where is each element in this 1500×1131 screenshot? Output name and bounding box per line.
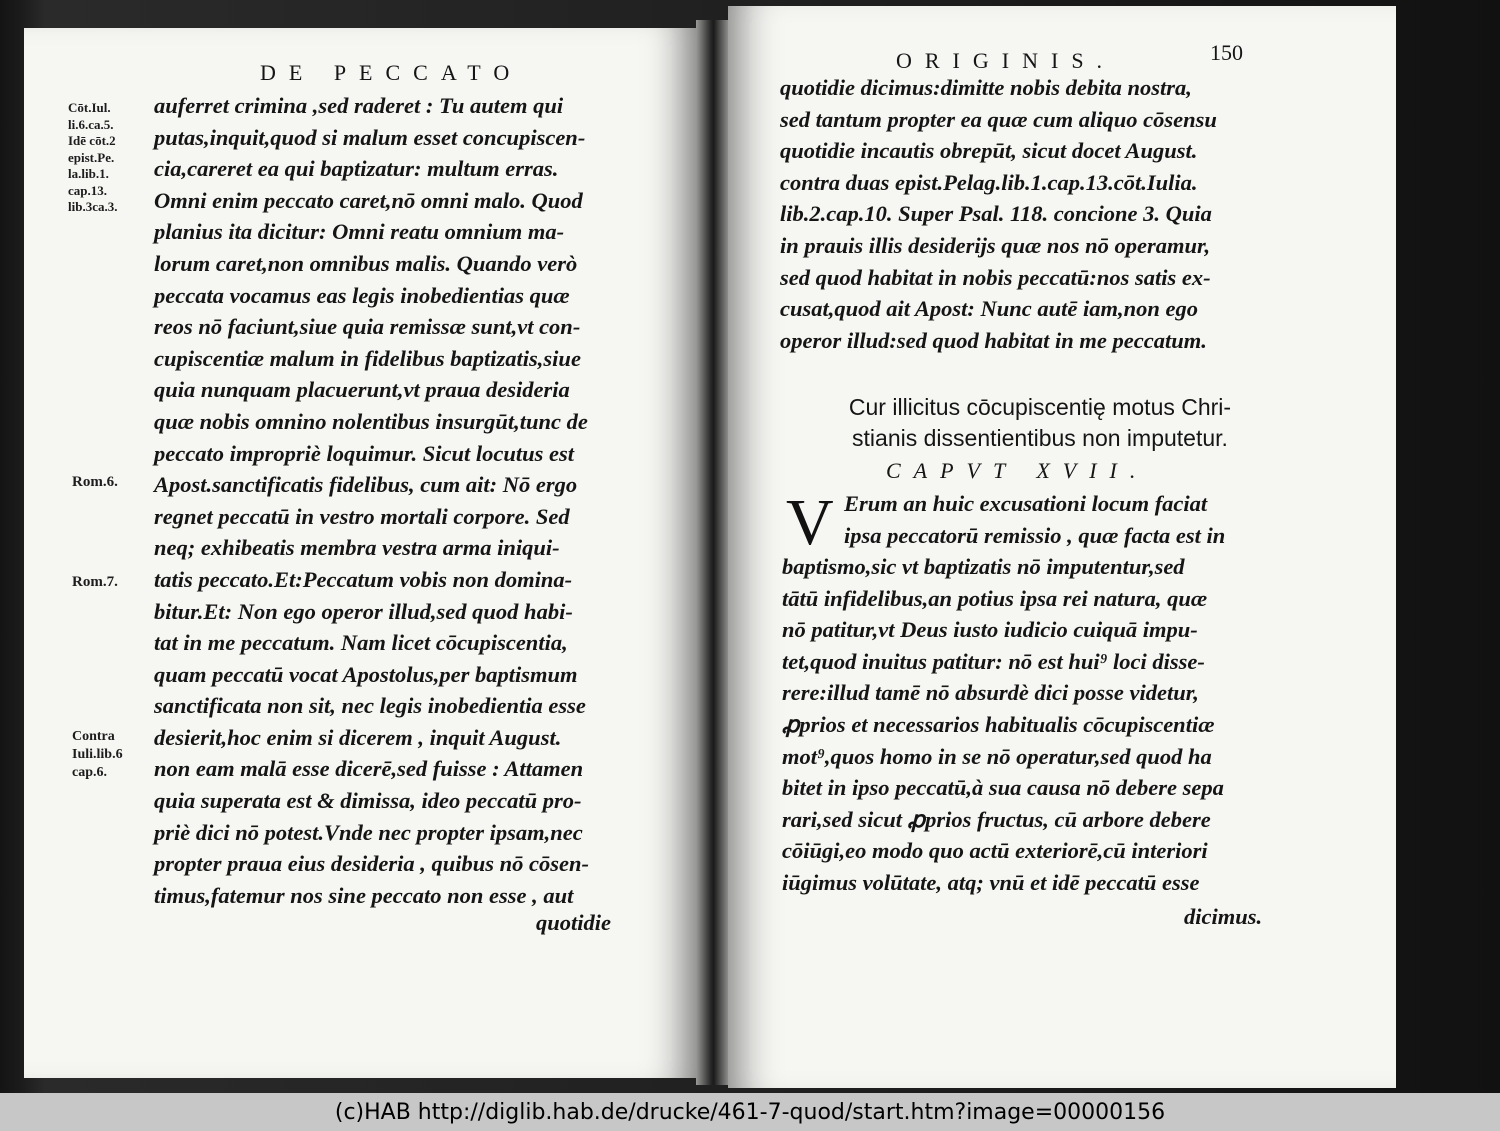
text-line: baptismo,sic vt baptizatis nō imputentur,sed [782, 554, 1185, 579]
margin-note-line: li.6.ca.5. [68, 116, 114, 132]
margin-note-line: Cōt.Iul. [68, 100, 111, 115]
margin-note-line: Idē cōt.2 [68, 133, 116, 148]
footer-credit: (c)HAB http://diglib.hab.de/drucke/461-7-quod/start.htm?image=00000156 [334, 1099, 1166, 1125]
right-running-head: ORIGINIS. [896, 48, 1116, 73]
text-line: tatis peccato.Et:Peccatum vobis non domina- [154, 566, 573, 592]
text-line: sed tantum propter ea quæ cum aliquo cōsensu [780, 106, 1217, 132]
text-line: auferret crimina ,sed raderet : Tu autem qui [154, 93, 564, 118]
chapter-title-line: stianis dissentientibus non imputetur. [852, 425, 1228, 451]
copyright-footer [0, 1093, 1500, 1131]
text-line: contra duas epist.Pelag.lib.1.cap.13.cōt.Iulia. [780, 169, 1198, 195]
chapter-body-text [782, 551, 1224, 899]
chapter-title-line: Cur illicitus cōcupiscentię motus Chri- [848, 394, 1232, 420]
right-body-text [780, 72, 1217, 356]
text-line: quotidie incautis obrepūt, sicut docet August. [780, 138, 1198, 164]
text-line: rere:illud tamē nō absurdè dici posse videtur, [782, 680, 1199, 706]
margin-note-line: Rom.7. [72, 574, 118, 590]
chapter-label: CAPVT XVII. [886, 458, 1149, 483]
text-line: putas,inquit,quod si malum esset concupiscen- [154, 124, 586, 150]
text-line: operor illud:sed quod habitat in me peccatum. [780, 327, 1207, 353]
text-line: tet,quod inuitus patitur: nō est hui⁹ loci disse- [782, 648, 1205, 674]
book-gutter [696, 20, 728, 1085]
text-line: Erum an huic excusationi locum faciat [844, 491, 1208, 516]
chapter-title [760, 392, 1320, 454]
text-line: regnet peccatū in vestro mortali corpore. Sed [154, 503, 570, 529]
text-line: peccata vocamus eas legis inobedientias quæ [154, 282, 570, 308]
text-line: Omni enim peccato caret,nō omni malo. Quod [154, 187, 583, 213]
chapter-first-lines [844, 488, 1225, 551]
margin-note-line: cap.13. [68, 182, 107, 198]
right-final-word: dicimus. [1184, 904, 1263, 929]
margin-note-3 [72, 574, 118, 591]
drop-cap: V [786, 486, 834, 559]
text-line: ipsa peccatorū remissio , quæ facta est in [844, 522, 1226, 548]
text-line: iūgimus volūtate, atq; vnū et idē peccatū esse [782, 869, 1200, 895]
text-line: cia,careret ea qui baptizatur: multum erras. [154, 156, 559, 182]
text-line: lib.2.cap.10. Super Psal. 118. concione 3. Quia [780, 201, 1212, 227]
text-line: timus,fatemur nos sine peccato non esse , aut [154, 882, 574, 908]
text-line: lorum caret,non omnibus malis. Quando verò [154, 250, 578, 276]
margin-note-2 [72, 474, 118, 491]
text-line: cupiscentiæ malum in fidelibus baptizatis,siue [154, 345, 581, 371]
text-line: tat in me peccatum. Nam licet cōcupiscentia, [154, 630, 568, 656]
text-line: quotidie dicimus:dimitte nobis debita nostra, [780, 75, 1192, 100]
text-line: planius ita dicitur: Omni reatu omnium ma- [154, 219, 565, 245]
text-line: desierit,hoc enim si dicerem , inquit August. [154, 724, 562, 750]
text-line: nō patitur,vt Deus iusto iudicio cuiquā impu- [782, 617, 1198, 643]
margin-note-1 [68, 100, 117, 216]
left-page [24, 28, 696, 1078]
text-line: neq; exhibeatis membra vestra arma iniqui- [154, 535, 560, 561]
text-line: quia superata est & dimissa, ideo peccatū pro- [154, 788, 582, 814]
text-line: propter praua eius desideria , quibus nō cōsen- [154, 851, 590, 877]
margin-note-line: lib.3ca.3. [68, 199, 118, 214]
text-line: rari,sed sicut ꝓprios fructus, cū arbore debere [782, 806, 1211, 832]
margin-note-line: Contra [72, 729, 115, 744]
margin-note-line: cap.6. [72, 765, 107, 780]
text-line: reos nō faciunt,siue quia remissæ sunt,vt con- [154, 314, 581, 340]
text-line: sed quod habitat in nobis peccatū:nos satis ex- [780, 264, 1211, 290]
text-line: mot⁹,quos homo in se nō operatur,sed quod ha [782, 743, 1212, 769]
text-line: in prauis illis desiderijs quæ nos nō operamur, [780, 232, 1211, 258]
page-number: 150 [1210, 40, 1243, 65]
left-body-text [154, 90, 589, 911]
text-line: quæ nobis omnino nolentibus insurgūt,tunc de [154, 408, 588, 434]
text-line: priè dici nō potest.Vnde nec propter ipsam,nec [154, 819, 583, 845]
text-line: bitur.Et: Non ego operor illud,sed quod habi- [154, 598, 573, 624]
text-line: sanctificata non sit, nec legis inobedientia esse [154, 693, 586, 719]
text-line: cōiūgi,eo modo quo actū exteriorē,cū interiori [782, 838, 1208, 864]
margin-note-line: la.lib.1. [68, 166, 109, 181]
text-line: peccato impropriè loquimur. Sicut locutus est [154, 440, 575, 466]
margin-note-4 [72, 728, 123, 782]
text-line: quam peccatū vocat Apostolus,per baptismum [154, 661, 578, 687]
margin-note-line: epist.Pe. [68, 149, 115, 165]
text-line: Apost.sanctificatis fidelibus, cum ait: Nō ergo [154, 472, 578, 498]
text-line: bitet in ipso peccatū,à sua causa nō debere sepa [782, 775, 1224, 801]
text-line: cusat,quod ait Apost: Nunc autē iam,non ego [780, 296, 1198, 322]
text-line: tātū infidelibus,an potius ipsa rei natura, quæ [782, 585, 1208, 611]
text-line: non eam malā esse dicerē,sed fuisse : Attamen [154, 756, 584, 782]
margin-note-line: Iuli.lib.6 [72, 747, 123, 762]
margin-note-line: Rom.6. [72, 474, 118, 490]
right-page [728, 6, 1396, 1088]
text-line: ꝓprios et necessarios habitualis cōcupiscentiæ [782, 711, 1215, 737]
text-line: quia nunquam placuerunt,vt praua desideria [154, 377, 570, 403]
left-running-head: DE PECCATO [260, 60, 523, 85]
left-catchword: quotidie [536, 910, 612, 935]
